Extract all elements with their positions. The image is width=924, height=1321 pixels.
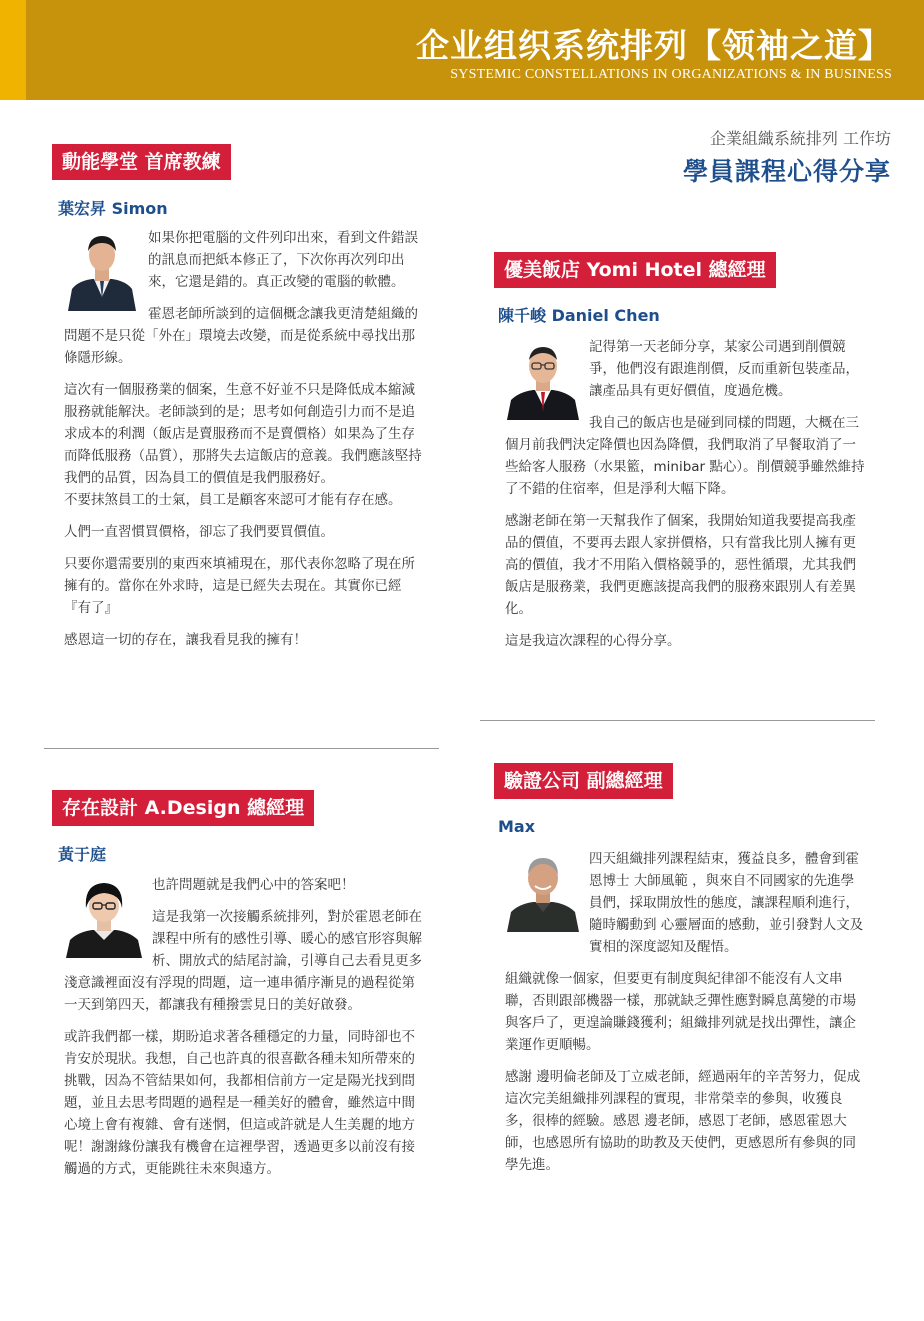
paragraph: 感謝 邊明倫老師及丁立威老師，經過兩年的辛苦努力，促成這次完美組織排列課程的實現，非常榮幸的參與，收獲良多，很棒的經驗。感恩 邊老師，感恩丁老師，感恩霍恩大師，也感恩所有協助的助教及天使們，更感恩所有參與的同學先進。 (505, 1069, 861, 1173)
testimonial-body (505, 848, 867, 1186)
paragraph: 只要你還需要別的東西來填補現在，那代表你忽略了現在所擁有的。當你在外求時，這是已經失去現在。其實你已經『有了』 (64, 556, 415, 616)
paragraph: 或許我們都一樣，期盼追求著各種穩定的力量，同時卻也不肯安於現狀。我想，自己也許真的很喜歡各種未知所帶來的挑戰，因為不管結果如何，我都相信前方一定是陽光找到問題，並且去思考問題的過程是一種美好的體會，雖然這中間心境上會有複雜、會有迷惘，但這或許就是人生美麗的地方呢！謝謝緣份讓我有機會在這裡學習，透過更多以前沒有接觸過的方式，更能跳往未來與遠方。 (64, 1029, 415, 1177)
paragraph: 這是我第一次接觸系統排列，對於霍恩老師在課程中所有的感性引導、暖心的感官形容與解析、開放式的結尾討論，引導自己去看見更多淺意識裡面沒有浮現的問題，這一連串循序漸見的過程從第一天到第四天，都讓我有種撥雲見日的美好啟發。 (64, 909, 422, 1013)
page-title: 企业组织系统排列【领袖之道】 (416, 26, 892, 65)
man-with-glasses-avatar (505, 336, 581, 420)
testimonial-body (64, 874, 424, 1190)
paragraph: 霍恩老師所談到的這個概念讓我更清楚組織的問題不是只從「外在」環境去改變，而是從系統中尋找出那條隱形線。 (64, 306, 418, 366)
header-banner (0, 0, 924, 100)
paragraph: 也許問題就是我們心中的答案吧！ (152, 877, 355, 893)
testimonial-name: 陳千峻 Daniel Chen (498, 306, 660, 325)
testimonial-tag: 優美飯店 Yomi Hotel 總經理 (494, 252, 776, 288)
paragraph: 感謝老師在第一天幫我作了個案，我開始知道我要提高我產品的價值，不要再去跟人家拼價格，只有當我比別人擁有更高的價值，我才不用陷入價格競爭的，惡性循環，尤其我們飯店是服務業，我們更應該提高我們的服務來跟別人有差異化。 (505, 513, 856, 617)
header-accent-stripe (0, 0, 26, 100)
man-in-suit-avatar (64, 227, 140, 311)
paragraph: 記得第一天老師分享，某家公司遇到削價競爭，他們沒有跟進削價，反而重新包裝產品，讓產品具有更好價值，度過危機。 (589, 339, 859, 399)
paragraph: 人們一直習慣買價格，卻忘了我們要買價值。 (64, 524, 334, 540)
page-subtitle: SYSTEMIC CONSTELLATIONS IN ORGANIZATIONS & IN BUSINESS (450, 67, 892, 82)
section-divider (480, 720, 875, 721)
testimonial-name: 黃于庭 (58, 845, 107, 864)
paragraph: 如果你把電腦的文件列印出來，看到文件錯誤的訊息而把紙本修正了，下次你再次列印出來，它還是錯的。真正改變的電腦的軟體。 (148, 230, 418, 290)
testimonial-name: 葉宏昇 Simon (58, 199, 168, 218)
testimonial-name: Max (498, 817, 536, 836)
paragraph: 組織就像一個家，但要更有制度與紀律卻不能沒有人文串聯，否則跟部機器一樣，那就缺乏彈性應對瞬息萬變的市場與客戶了，更遑論賺錢獲利；組織排列就是找出彈性，讓企業運作更順暢。 (505, 971, 856, 1053)
older-man-smiling-avatar (505, 848, 581, 932)
section-divider (44, 748, 439, 749)
workshop-heading (683, 126, 891, 188)
testimonial-tag: 動能學堂 首席教練 (52, 144, 231, 180)
workshop-subtitle: 企業組織系統排列 工作坊 (709, 129, 891, 148)
paragraph: 感恩這一切的存在，讓我看見我的擁有！ (64, 632, 307, 648)
testimonial-body (505, 336, 867, 662)
paragraph: 不要抹煞員工的士氣，員工是顧客來認可才能有存在感。 (64, 492, 402, 508)
testimonial-tag: 存在設計 A.Design 總經理 (52, 790, 314, 826)
workshop-title: 學員課程心得分享 (682, 157, 891, 186)
testimonial-tag: 驗證公司 副總經理 (494, 763, 673, 799)
woman-with-glasses-avatar (64, 874, 144, 958)
paragraph: 四天組織排列課程結束，獲益良多，體會到霍恩博士 大師風範 ，與來自不同國家的先進學員們，採取開放性的態度，讓課程順利進行，隨時觸動到 心靈層面的感動，並引發對人文及實相的深度認知及醒悟。 (589, 851, 864, 955)
paragraph: 這是我這次課程的心得分享。 (505, 633, 681, 649)
testimonial-body (64, 227, 424, 661)
paragraph: 我自己的飯店也是碰到同樣的問題，大概在三個月前我們決定降價也因為降價，我們取消了早餐取消了一些給客人服務（水果籃，minibar 點心）。削價競爭雖然維持了不錯的住宿率，但是淨利大幅下降。 (505, 415, 865, 497)
paragraph: 這次有一個服務業的個案，生意不好並不只是降低成本縮減服務就能解決。老師談到的是；思考如何創造引力而不是追求成本的利潤（飯店是賣服務而不是賣價格）如果為了生存而降低服務（品質），那將失去這飯店的意義。我們應該堅持我們的品質，因為員工的價值是我們服務好。 (64, 382, 422, 486)
